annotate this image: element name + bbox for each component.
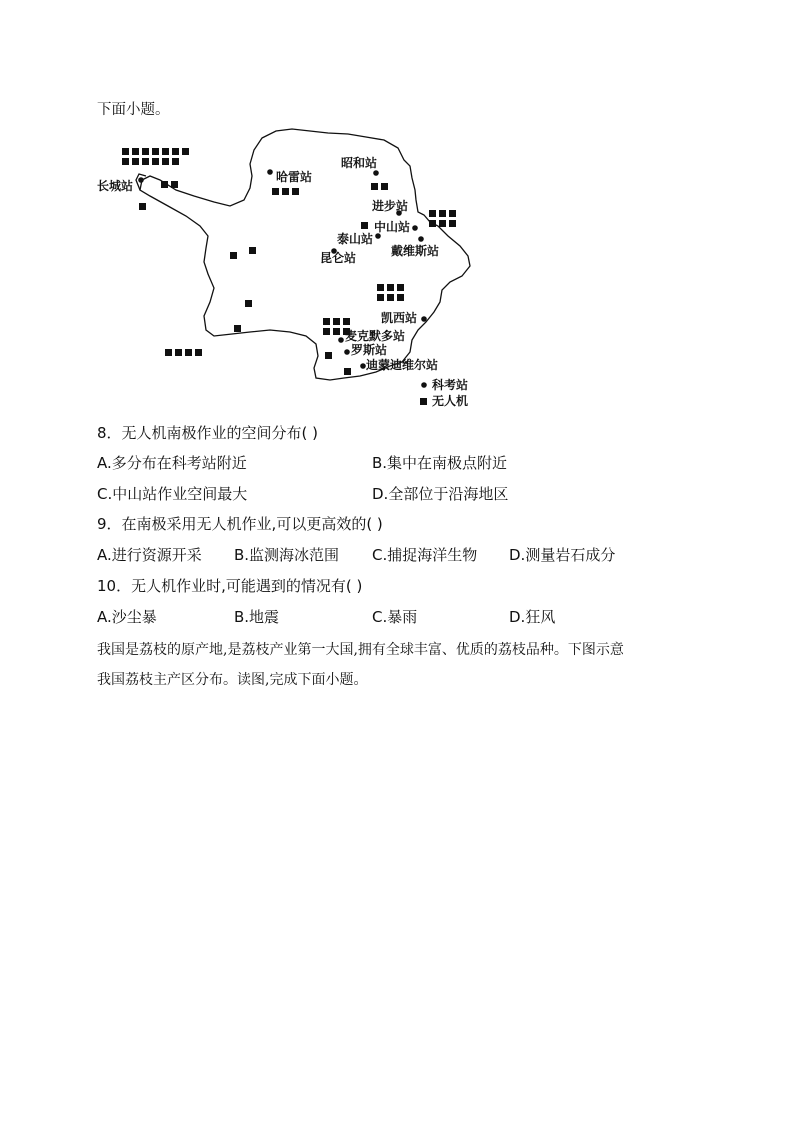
drone-marker	[142, 148, 149, 155]
drone-marker	[344, 368, 351, 375]
question-9-option-d: D.测量岩石成分	[509, 546, 616, 564]
passage-line-2: 我国荔枝主产区分布。读图,完成下面小题。	[97, 672, 368, 688]
drone-marker	[182, 148, 189, 155]
question-9-stem: 9．在南极采用无人机作业,可以更高效的( )	[97, 515, 383, 533]
station-label-ross: 罗斯站	[351, 343, 388, 357]
drone-marker	[333, 328, 340, 335]
station-label-dumont: 迪蒙迪维尔站	[366, 358, 439, 372]
drone-marker	[139, 203, 146, 210]
question-9-option-a: A.进行资源开采	[97, 546, 202, 564]
drone-marker	[381, 183, 388, 190]
station-label-davis: 戴维斯站	[391, 244, 440, 258]
station-marker	[373, 170, 379, 176]
drone-marker	[175, 349, 182, 356]
drone-marker	[122, 158, 129, 165]
question-8-option-a: A.多分布在科考站附近	[97, 454, 247, 472]
drone-marker	[132, 148, 139, 155]
question-10-option-c: C.暴雨	[372, 608, 418, 626]
drone-marker	[325, 352, 332, 359]
drone-marker	[387, 284, 394, 291]
drone-marker	[161, 181, 168, 188]
drone-marker	[361, 222, 368, 229]
drone-marker	[185, 349, 192, 356]
question-9-option-c: C.捕捉海洋生物	[372, 546, 478, 564]
drone-marker	[323, 328, 330, 335]
station-label-kunlun: 昆仑站	[320, 251, 357, 265]
station-label-mcmurdo: 麦克默多站	[345, 329, 406, 343]
drone-marker	[377, 284, 384, 291]
drone-marker	[333, 318, 340, 325]
station-label-zhongshan: 中山站	[374, 220, 411, 234]
station-marker	[418, 236, 424, 242]
antarctica-map	[0, 0, 794, 420]
station-label-halley: 哈雷站	[276, 170, 313, 184]
drone-marker	[282, 188, 289, 195]
drone-marker	[162, 158, 169, 165]
drone-marker	[132, 158, 139, 165]
station-label-taishan: 泰山站	[337, 232, 374, 246]
station-marker	[360, 363, 366, 369]
question-9-option-b: B.监测海冰范围	[234, 546, 340, 564]
station-marker	[267, 169, 273, 175]
question-10-option-a: A.沙尘暴	[97, 608, 157, 626]
drone-marker	[234, 325, 241, 332]
drone-marker	[371, 183, 378, 190]
station-marker	[375, 233, 381, 239]
intro-tail: 下面小题。	[97, 102, 170, 118]
station-label-progress: 进步站	[372, 199, 409, 213]
legend-station-dot	[421, 382, 427, 388]
drone-marker	[162, 148, 169, 155]
question-8-option-b: B.集中在南极点附近	[372, 454, 508, 472]
drone-marker	[343, 318, 350, 325]
legend-station-label: 科考站	[432, 378, 469, 392]
drone-marker	[439, 210, 446, 217]
drone-marker	[429, 210, 436, 217]
drone-marker	[377, 294, 384, 301]
drone-marker	[172, 148, 179, 155]
drone-marker	[165, 349, 172, 356]
drone-marker	[230, 252, 237, 259]
question-8-option-d: D.全部位于沿海地区	[372, 485, 509, 503]
drone-marker	[397, 284, 404, 291]
drone-marker	[152, 158, 159, 165]
station-marker	[338, 337, 344, 343]
drone-marker	[249, 247, 256, 254]
station-marker	[421, 316, 427, 322]
drone-marker	[439, 220, 446, 227]
drone-marker	[449, 210, 456, 217]
question-10-stem: 10．无人机作业时,可能遇到的情况有( )	[97, 577, 363, 595]
drone-marker	[142, 158, 149, 165]
question-10-option-d: D.狂风	[509, 608, 556, 626]
drone-marker	[387, 294, 394, 301]
drone-marker	[172, 158, 179, 165]
station-marker	[138, 177, 144, 183]
drone-marker	[195, 349, 202, 356]
station-marker	[412, 225, 418, 231]
drone-marker	[449, 220, 456, 227]
station-marker	[344, 349, 350, 355]
legend-drone-label: 无人机	[432, 394, 469, 408]
drone-marker	[429, 220, 436, 227]
drone-marker	[171, 181, 178, 188]
station-label-syowa: 昭和站	[341, 156, 378, 170]
station-label-changcheng: 长城站	[97, 179, 134, 193]
drone-marker	[272, 188, 279, 195]
legend-drone-square	[420, 398, 427, 405]
question-8-option-c: C.中山站作业空间最大	[97, 485, 248, 503]
passage-line-1: 我国是荔枝的原产地,是荔枝产业第一大国,拥有全球丰富、优质的荔枝品种。下图示意	[97, 642, 624, 658]
drone-marker	[323, 318, 330, 325]
drone-marker	[152, 148, 159, 155]
drone-marker	[245, 300, 252, 307]
drone-marker	[292, 188, 299, 195]
station-label-casey: 凯西站	[381, 311, 418, 325]
question-10-option-b: B.地震	[234, 608, 280, 626]
drone-marker	[122, 148, 129, 155]
question-8-stem: 8．无人机南极作业的空间分布( )	[97, 424, 319, 442]
drone-marker	[397, 294, 404, 301]
